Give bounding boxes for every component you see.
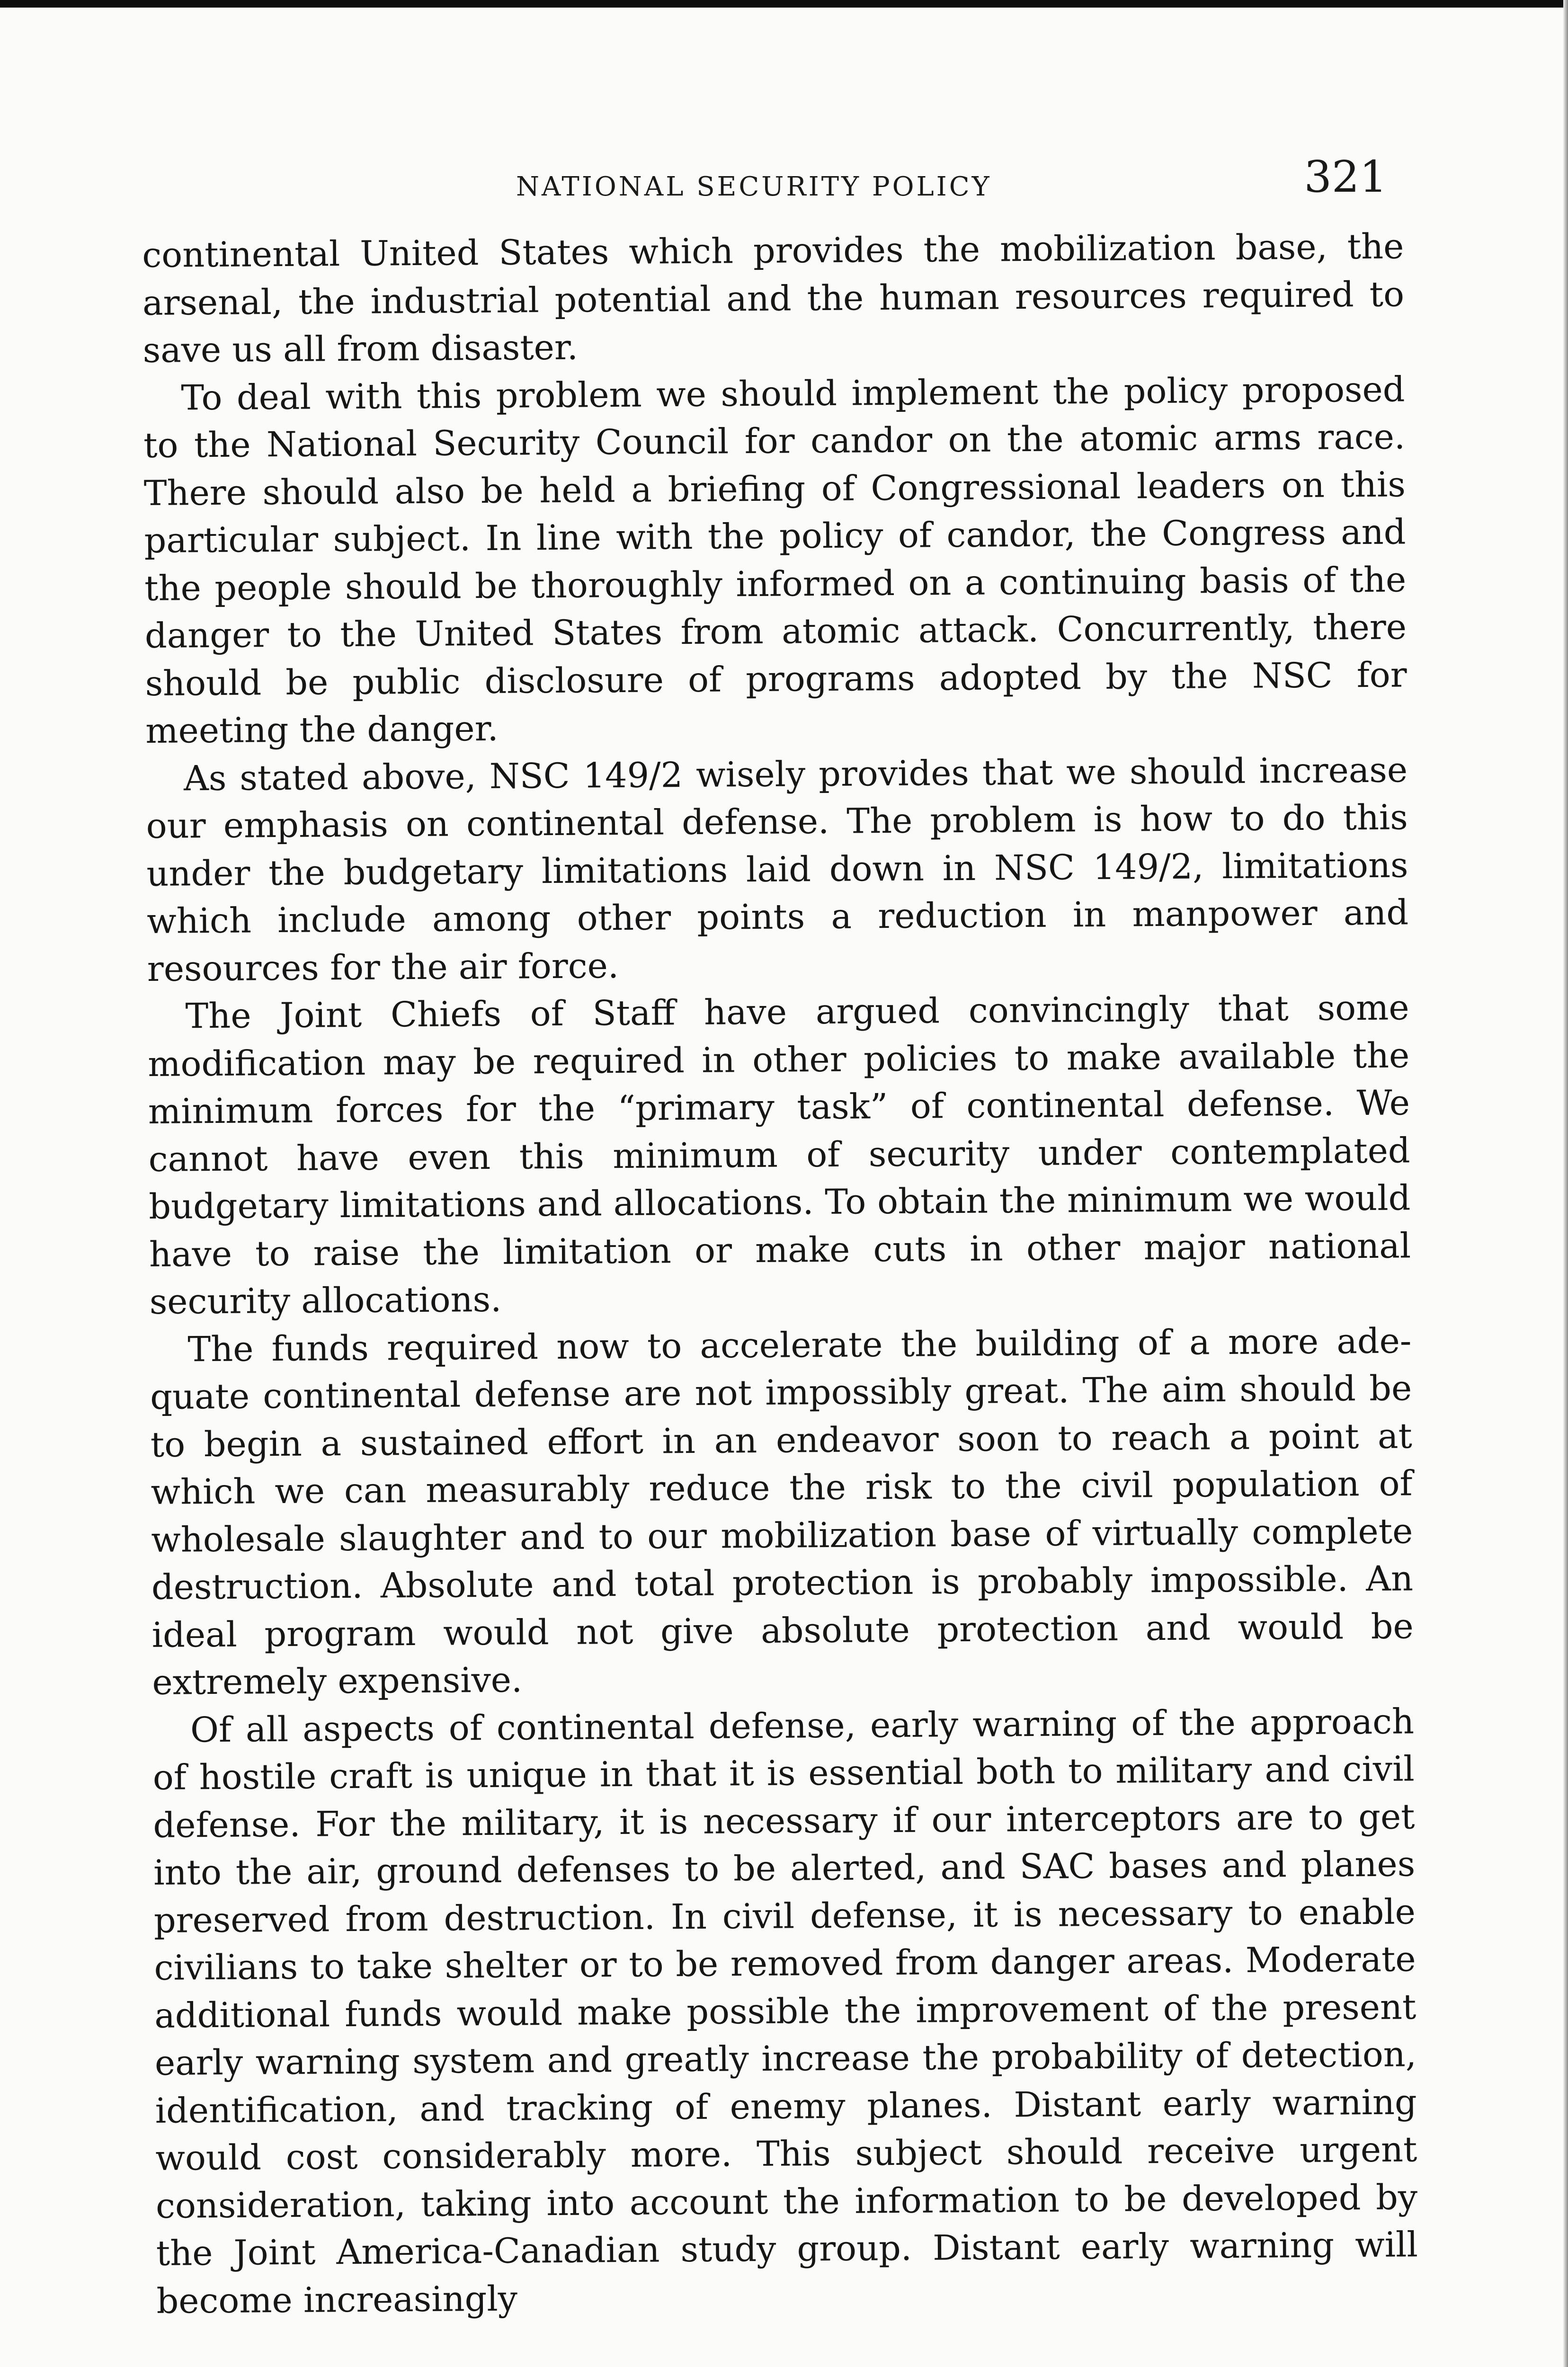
paragraph-joint-chiefs: The Joint Chiefs of Staff have argued convincingly that some modification may be required in other policies to make available the minimum forces for the “primary task” of continental defense. We cannot have even this minimum of security under contemplated budgetary limitations and allocations. To obtain the minimum we would have to raise the limitation or make cuts in other major national security allocations. [147,988,1411,1322]
top-edge-rule [0,0,1568,8]
paragraph-early-warning: Of all aspects of continental defense, early warning of the approach of hostile craft is unique in that it is essential both to military and civil defense. For the military, it is necessary if our interceptors are to get into the air, ground defenses to be alerted, and SAC bases and planes preserved from destruction. In civil defense, it is necessary to enable civilians to take shelter or to be removed from danger areas. Moderate additional funds would make possible the improvement of the present early warning system and greatly increase the probability of detection, identification, and tracking of enemy planes. Distant early warning would cost considerably more. This subject should receive urgent consideration, taking into account the information to be developed by the Joint America-Canadian study group. Distant early warning will become increasingly [152,1701,1418,2322]
paragraph-candor-policy: To deal with this problem we should implement the policy proposed to the National Security Council for candor on the atomic arms race. There should also be held a briefing of Congressional leaders on this particular subject. In line with the policy of candor, the Congress and the people should be thoroughly informed on a continuing basis of the danger to the United States from atomic attack. Concurrently, there should be public disclosure of programs adopted by the NSC for meeting the danger. [143,369,1407,751]
page-number: 321 [1304,151,1387,202]
page-edge-shadow [1563,0,1568,2367]
running-head: NATIONAL SECURITY POLICY [516,171,992,202]
paragraph-funds-required: The funds required now to accelerate the building of a more adequate continental defense are not impossibly great. The aim should be to begin a sustained effort in an endeavor soon to reach a point at which we can measurably reduce the risk to the civil population of wholesale slaughter and to our mobilization base of virtually complete destruction. Absolute and total protection is probably impossible. An ideal program would not give absolute protection and would be extremely expensive. [150,1320,1414,1703]
body-text [142,223,1418,2325]
paragraph-nsc-149-2: As stated above, NSC 149/2 wisely provides that we should increase our emphasis on continental defense. The problem is how to do this under the budgetary limitations laid down in NSC 149/2, limitations which include among other points a reduction in manpower and resources for the air force. [146,749,1409,989]
paragraph-continuation: continental United States which provides the mobilization base, the arsenal, the industrial potential and the human resources required to save us all from disaster. [142,226,1405,371]
page-header [142,142,1401,218]
